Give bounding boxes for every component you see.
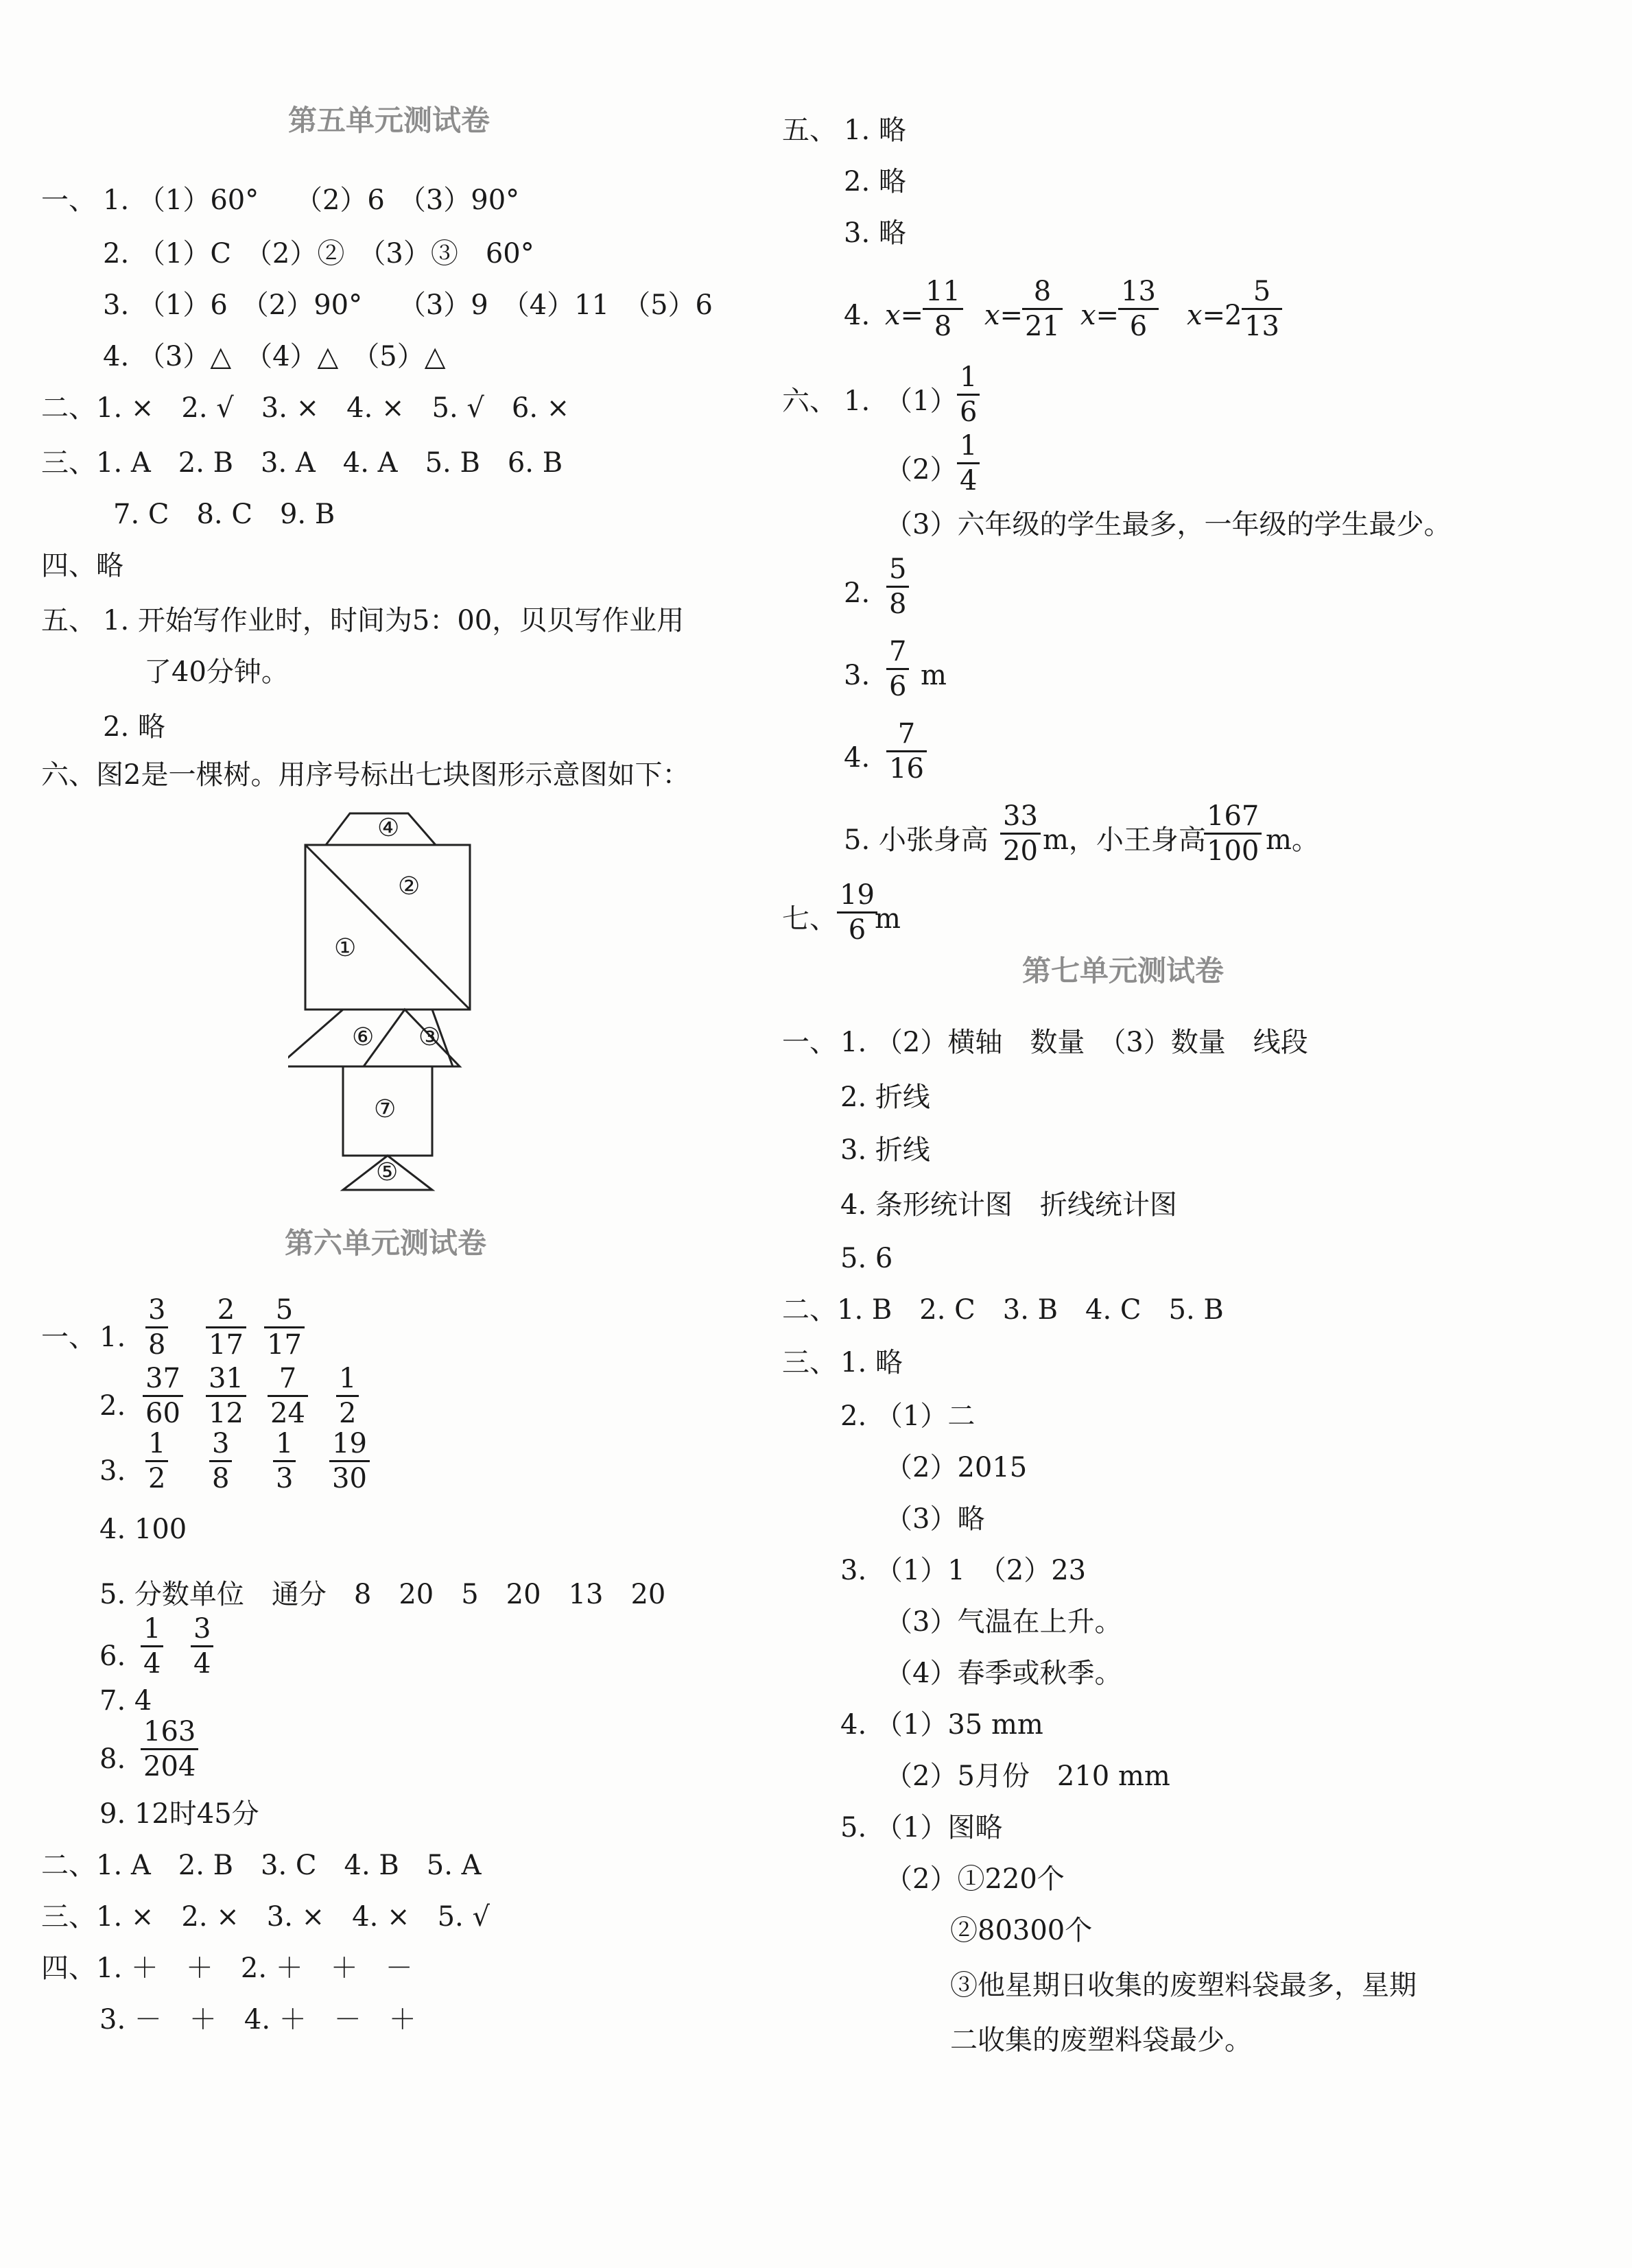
u7-s3-q5b: （2）①220个 — [885, 1863, 1065, 1895]
u7-s3-q5c: ②80300个 — [950, 1915, 1093, 1946]
r-s6-q5-frac-b: 167 100 — [1204, 802, 1262, 865]
u6-q2-frac-2: 31 12 — [206, 1365, 246, 1427]
r-s7-frac: 19 6 — [837, 881, 877, 944]
r-s5-label: 五、 — [782, 115, 837, 146]
r-s7-label: 七、 — [782, 903, 837, 935]
u7-q3: 3. 折线 — [840, 1134, 930, 1166]
r-s5-q4-frac-1: 11 8 — [923, 278, 963, 340]
u7-s3-q3b: （3）气温在上升。 — [885, 1606, 1122, 1638]
u6-q6-num: 6. — [99, 1640, 126, 1672]
u7-s3-q5a: 5. （1）图略 — [840, 1812, 1003, 1843]
u6-s4b: 3. － ＋ 4. ＋ － ＋ — [99, 2004, 416, 2036]
tangram-tree-figure — [288, 802, 508, 1214]
u5-s6: 六、图2是一棵树。用序号标出七块图形示意图如下： — [41, 759, 690, 791]
u6-q2-num: 2. — [99, 1390, 126, 1422]
u6-q9: 9. 12时45分 — [99, 1798, 259, 1830]
u6-q8-num: 8. — [99, 1743, 126, 1775]
u6-q1-frac-1: 3 8 — [145, 1296, 168, 1359]
r-s5-q2: 2. 略 — [844, 166, 906, 198]
u5-s5-q1a: 1. 开始写作业时，时间为5：00，贝贝写作业用 — [103, 605, 685, 636]
r-s5-q4-whole: 2 — [1225, 300, 1242, 331]
r-s5-q4-frac-2: 8 21 — [1022, 278, 1063, 340]
fig-label-7: ⑦ — [374, 1095, 397, 1123]
r-s5-q4-frac-4: 5 13 — [1242, 278, 1282, 340]
fig-label-3: ③ — [418, 1023, 441, 1051]
u5-s1-q3: 3. （1）6 （2）90° （3）9 （4）11 （5）6 — [103, 289, 713, 321]
fig-label-5: ⑤ — [376, 1158, 399, 1186]
u7-s3-q5d: ③他星期日收集的废塑料袋最多，星期 — [950, 1970, 1417, 2001]
r-s6-q5-b: m，小王身高 — [1043, 824, 1206, 856]
u6-q8-frac: 163 204 — [141, 1718, 198, 1780]
r-s6-q5-frac-a: 33 20 — [1000, 802, 1041, 865]
unit5-title: 第五单元测试卷 — [288, 104, 490, 137]
u6-q2-frac-1: 37 60 — [143, 1365, 183, 1427]
u7-s3-q2b: （2）2015 — [885, 1452, 1028, 1483]
u7-s3-q1: 1. 略 — [840, 1347, 903, 1378]
r-s5-q4-x4: x= — [1187, 300, 1226, 331]
u7-q1: 1. （2）横轴 数量 （3）数量 线段 — [840, 1027, 1308, 1058]
u7-s2: 二、1. B 2. C 3. B 4. C 5. B — [782, 1294, 1224, 1326]
fig-label-6: ⑥ — [352, 1023, 375, 1051]
r-s6-q1-frac-2: 1 4 — [957, 432, 980, 494]
u7-s3-q2c: （3）略 — [885, 1503, 985, 1535]
u6-q1-frac-2: 2 17 — [206, 1296, 246, 1359]
u6-q5: 5. 分数单位 通分 8 20 5 20 13 20 — [99, 1579, 666, 1610]
fig-label-2: ② — [398, 872, 421, 900]
u6-q2-frac-3: 7 24 — [268, 1365, 308, 1427]
r-s6-q5-c: m。 — [1266, 824, 1319, 856]
r-s6-q4-num: 4. — [844, 742, 871, 774]
u6-q3-num: 3. — [99, 1455, 126, 1487]
u5-s5-q2: 2. 略 — [103, 711, 165, 743]
r-s6-q1-num: 1. — [844, 385, 871, 417]
r-s6-q2-frac: 5 8 — [886, 556, 909, 618]
fig-label-4: ④ — [377, 814, 400, 842]
u6-q3-frac-4: 19 30 — [329, 1430, 370, 1492]
r-s5-q4-num: 4. — [844, 300, 871, 331]
r-s6-q1-p3: （3）六年级的学生最多，一年级的学生最少。 — [885, 509, 1452, 540]
unit6-title: 第六单元测试卷 — [285, 1226, 487, 1260]
u6-q1-frac-3: 5 17 — [264, 1296, 305, 1359]
r-s6-q1-p1: （1） — [885, 385, 958, 417]
r-s6-q4-frac: 7 16 — [886, 720, 927, 783]
r-s5-q1: 1. 略 — [844, 115, 906, 146]
u5-s1-label: 一、 — [41, 184, 96, 216]
r-s5-q4-x2: x= — [984, 300, 1024, 331]
u6-q6-frac-2: 3 4 — [191, 1615, 213, 1678]
u5-s1-q2: 2. （1）C （2）② （3）③ 60° — [103, 238, 534, 270]
r-s6-label: 六、 — [782, 385, 837, 417]
u5-s5-q1b: 了40分钟。 — [144, 656, 289, 688]
u6-q3-frac-2: 3 8 — [209, 1430, 232, 1492]
r-s7-unit: m — [875, 903, 901, 935]
u5-s3b: 7. C 8. C 9. B — [113, 499, 335, 530]
u6-q7: 7. 4 — [99, 1685, 152, 1717]
r-s6-q3-unit: m — [921, 660, 947, 691]
piece-3-triangle — [364, 1010, 460, 1066]
r-s5-q4-x3: x= — [1080, 300, 1120, 331]
u7-s3-q3a: 3. （1）1 （2）23 — [840, 1555, 1087, 1586]
u7-s3-q2a: 2. （1）二 — [840, 1400, 975, 1432]
u7-s3-q3c: （4）春季或秋季。 — [885, 1658, 1122, 1689]
u5-s3a: 三、1. A 2. B 3. A 4. A 5. B 6. B — [41, 447, 563, 479]
u7-s3-q5e: 二收集的废塑料袋最少。 — [950, 2025, 1252, 2056]
u7-s3-q4b: （2）5月份 210 mm — [885, 1760, 1170, 1792]
r-s6-q1-p2: （2） — [885, 454, 958, 486]
u6-q4: 4. 100 — [99, 1514, 187, 1545]
u6-s2: 二、1. A 2. B 3. C 4. B 5. A — [41, 1850, 482, 1881]
r-s5-q3: 3. 略 — [844, 217, 906, 249]
u7-s1-label: 一、 — [782, 1027, 837, 1058]
u6-q3-frac-3: 1 3 — [273, 1430, 296, 1492]
u7-s3-label: 三、 — [782, 1347, 837, 1378]
u6-q3-frac-1: 1 2 — [145, 1430, 168, 1492]
u6-s3: 三、1. × 2. × 3. × 4. × 5. √ — [41, 1901, 490, 1933]
r-s6-q1-frac-1: 1 6 — [957, 363, 980, 426]
u6-q2-frac-4: 1 2 — [336, 1365, 359, 1427]
r-s5-q4-x1: x= — [885, 300, 924, 331]
u7-q5: 5. 6 — [840, 1243, 893, 1274]
u7-q4: 4. 条形统计图 折线统计图 — [840, 1189, 1177, 1221]
u5-s4: 四、略 — [41, 550, 123, 582]
u6-s4a: 四、1. ＋ ＋ 2. ＋ ＋ － — [41, 1953, 413, 1984]
piece-diagonal — [305, 845, 470, 1010]
unit7-title: 第七单元测试卷 — [1022, 954, 1225, 988]
u5-s1-q1: 1. （1）60° （2）6 （3）90° — [103, 184, 520, 216]
r-s6-q3-num: 3. — [844, 660, 871, 691]
u7-s3-q4a: 4. （1）35 mm — [840, 1709, 1043, 1741]
u7-q2: 2. 折线 — [840, 1082, 930, 1113]
r-s6-q3-frac: 7 6 — [886, 638, 909, 700]
r-s5-q4-frac-3: 13 6 — [1118, 278, 1159, 340]
u5-s1-q4: 4. （3）△ （4）△ （5）△ — [103, 341, 446, 372]
u5-s5-label: 五、 — [41, 605, 96, 636]
u6-q6-frac-1: 1 4 — [141, 1615, 163, 1678]
u6-s1-label: 一、 — [41, 1322, 96, 1353]
r-s6-q2-num: 2. — [844, 577, 871, 609]
u6-q1-num: 1. — [99, 1322, 126, 1353]
u5-s2: 二、1. × 2. √ 3. × 4. × 5. √ 6. × — [41, 392, 570, 424]
r-s6-q5-a: 5. 小张身高 — [844, 824, 989, 856]
fig-label-1: ① — [334, 934, 357, 962]
